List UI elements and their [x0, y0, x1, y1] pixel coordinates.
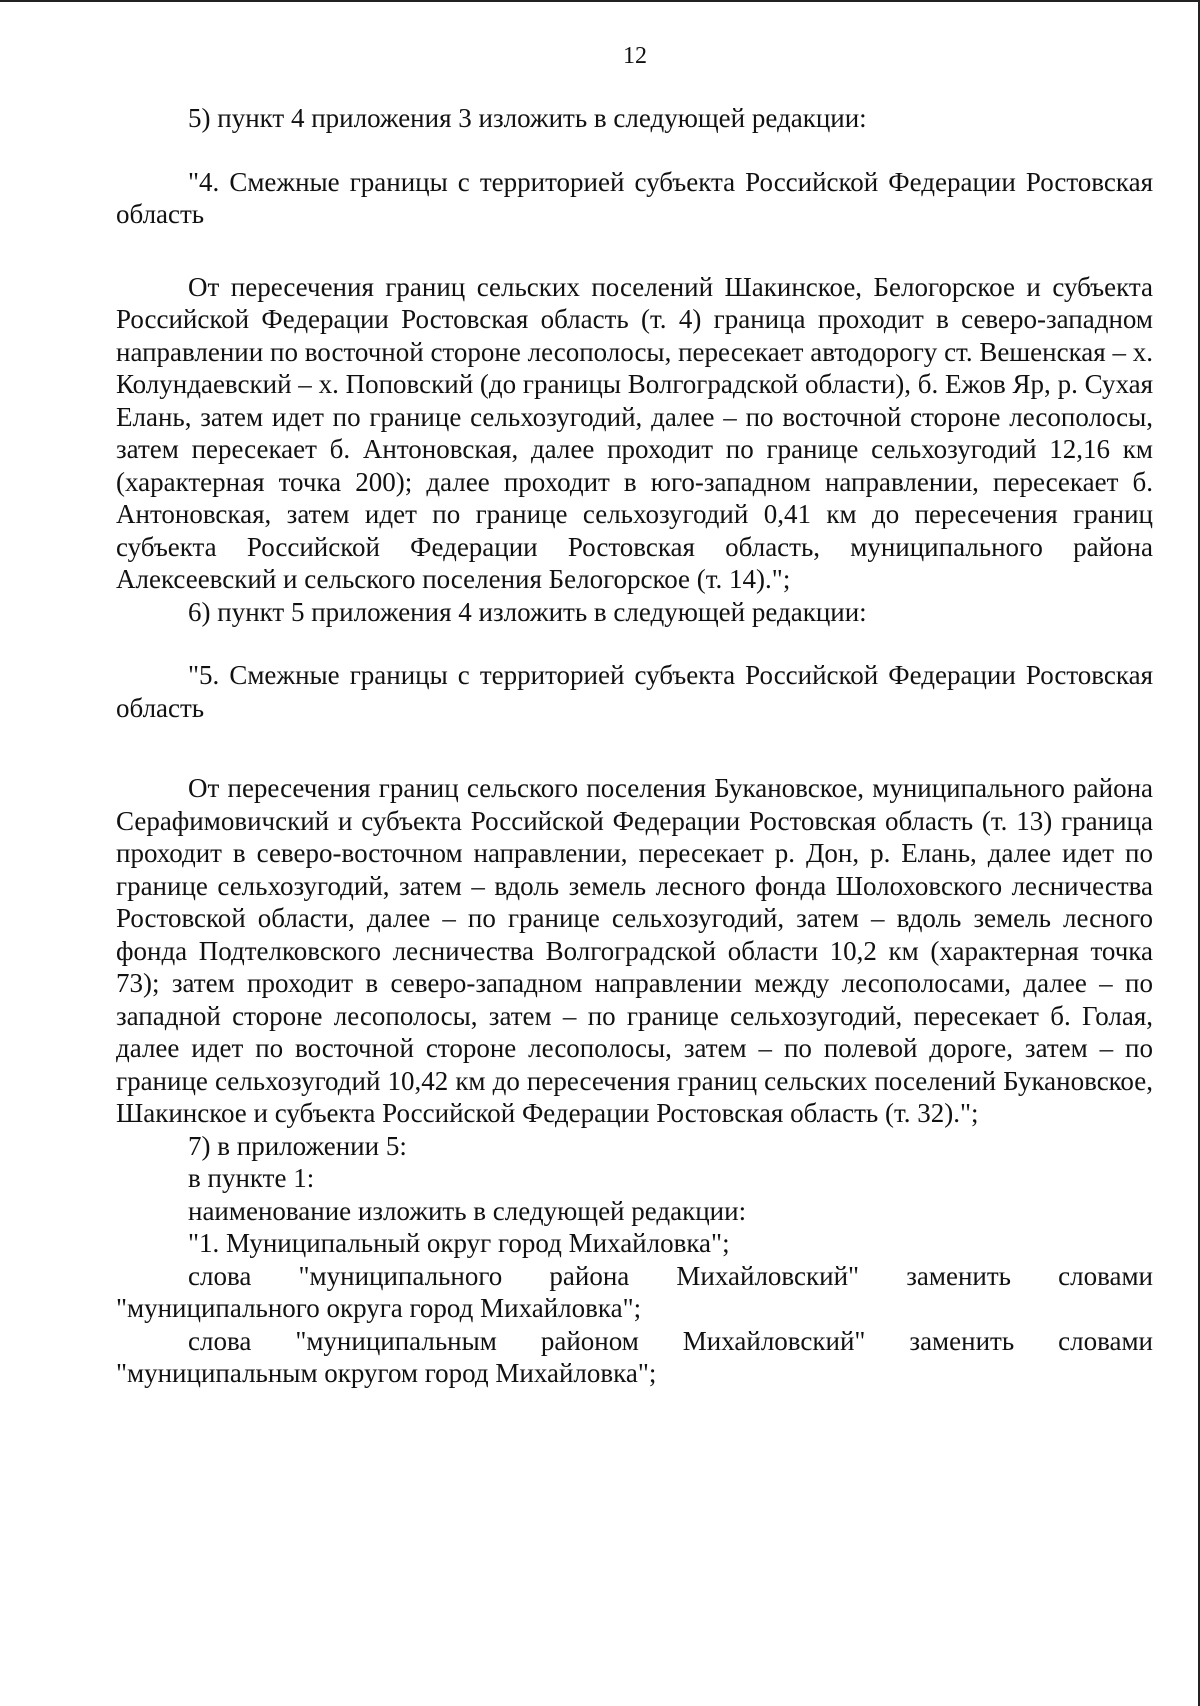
replace-words-genitive: слова "муниципального района Михайловский" заменить словами "муниципального округа город Михайловка"; — [116, 1260, 1153, 1323]
amendment-item-7: 7) в приложении 5: — [188, 1130, 407, 1161]
section-heading-4: "4. Смежные границы с территорией субъекта Российской Федерации Ростовская область — [116, 166, 1153, 229]
replace-words-instrumental: слова "муниципальным районом Михайловский" заменить словами "муниципальным округом город Михайловка"; — [116, 1325, 1153, 1388]
subitem-point-1: в пункте 1: — [188, 1163, 315, 1193]
section-heading-5: "5. Смежные границы с территорией субъекта Российской Федерации Ростовская область — [116, 660, 1153, 723]
amendment-item-5: 5) пункт 4 приложения 3 изложить в следующей редакции: — [188, 103, 867, 133]
boundary-description-4: От пересечения границ сельских поселений Шакинское, Белогорское и субъекта Российской Федерации Ростовская область (т. 4) граница проходит в северо-западном направлении по восточной стороне лесополосы, пересекает автодорогу ст. Вешенская – х. Колундаевский – х. Поповский (до границы Волгоградской области), б. Ежов Яр, р. Сухая Елань, затем идет по границе сельхозугодий, далее – по восточной стороне лесополосы, затем пересекает б. Антоновская, далее проходит по границе сельхозугодий 12,16 км (характерная точка 200); далее проходит в юго-западном направлении, пересекает б. Антоновская, затем идет по границе сельхозугодий 0,41 км до пересечения границ субъекта Российской Федерации Ростовская область, муниципального района Алексеевский и сельского поселения Белогорское (т. 14)."; — [116, 271, 1153, 594]
boundary-description-5: От пересечения границ сельского поселения Букановское, муниципального района Серафимовичский и субъекта Российской Федерации Ростовская область (т. 13) граница проходит в северо-восточном направлении, пересекает р. Дон, р. Елань, далее идет по границе сельхозугодий, затем – вдоль земель лесного фонда Шолоховского лесничества Ростовской области, далее – по границе сельхозугодий, затем – вдоль земель лесного фонда Подтелковского лесничества Волгоградской области 10,2 км (характерная точка 73); затем проходит в северо-западном направлении между лесополосами, далее – по западной стороне лесополосы, затем – по границе сельхозугодий, пересекает б. Голая, далее идет по восточной стороне лесополосы, затем – по полевой дороге, затем – по границе сельхозугодий 10,42 км до пересечения границ сельских поселений Букановское, Шакинское и субъекта Российской Федерации Ростовская область (т. 32)."; — [116, 773, 1153, 1128]
amendment-item-6: 6) пункт 5 приложения 4 изложить в следующей редакции: — [188, 596, 867, 627]
naming-instruction: наименование изложить в следующей редакции: — [188, 1195, 747, 1226]
page-number: 12 — [623, 43, 647, 69]
new-name-quote: "1. Муниципальный округ город Михайловка"; — [188, 1228, 730, 1258]
document-body — [116, 102, 1153, 1390]
